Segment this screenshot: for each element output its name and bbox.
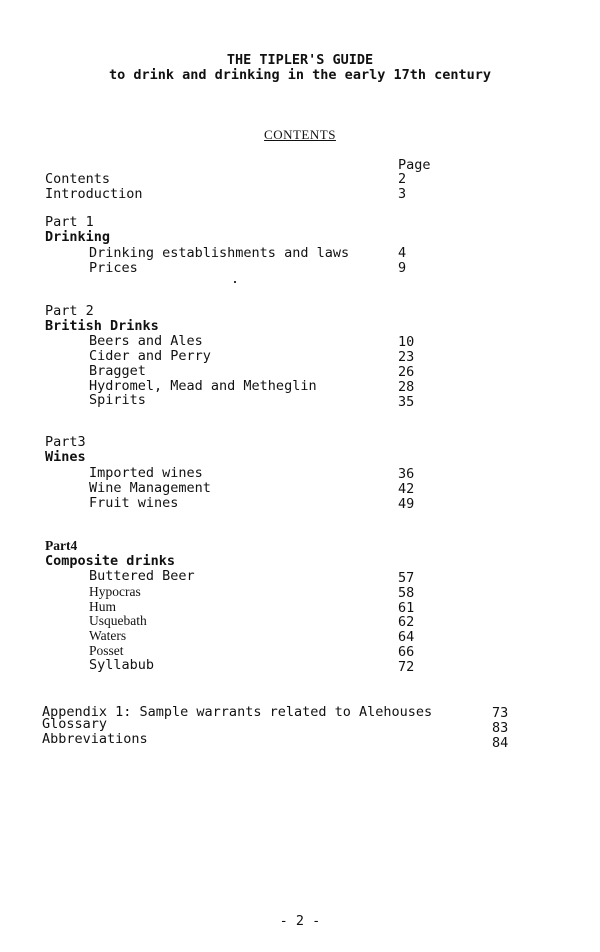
toc-entry: Buttered Beer: [89, 568, 195, 584]
toc-page: 35: [398, 394, 415, 410]
toc-page-glossary: 83: [492, 720, 509, 736]
toc-entry: Prices: [89, 260, 138, 276]
toc-entry: Hydromel, Mead and Metheglin: [89, 378, 317, 394]
toc-page: 57: [398, 570, 415, 586]
toc-page: 62: [398, 614, 415, 630]
toc-page: 42: [398, 481, 415, 497]
part2-title: British Drinks: [45, 318, 159, 334]
toc-page-contents: 2: [398, 171, 407, 187]
contents-heading: CONTENTS: [264, 127, 336, 142]
part3-label: Part3: [45, 434, 86, 450]
document-subtitle: to drink and drinking in the early 17th century: [108, 67, 491, 83]
toc-entry: Spirits: [89, 392, 146, 408]
toc-page: 23: [398, 349, 415, 365]
toc-entry: Beers and Ales: [89, 333, 203, 349]
toc-entry: Cider and Perry: [89, 348, 211, 364]
part1-title: Drinking: [45, 229, 111, 245]
part4-label: Part4: [45, 538, 78, 553]
toc-entry: Fruit wines: [89, 495, 179, 511]
toc-entry: Usquebath: [89, 613, 147, 628]
toc-entry-glossary: Glossary: [42, 716, 108, 732]
toc-entry-appendix: Appendix 1: Sample warrants related to Alehouses: [42, 704, 433, 720]
part4-title: Composite drinks: [45, 553, 176, 569]
toc-entry: Hypocras: [89, 584, 141, 599]
toc-page: 9: [398, 260, 407, 276]
document-title: THE TIPLER'S GUIDE: [226, 52, 374, 68]
page-column-label: Page: [398, 157, 431, 173]
toc-entry: Waters: [89, 628, 127, 643]
toc-entry: Imported wines: [89, 465, 203, 481]
toc-entry-abbreviations: Abbreviations: [42, 731, 148, 747]
toc-entry: Bragget: [89, 363, 146, 379]
toc-page: 49: [398, 496, 415, 512]
toc-page: 61: [398, 600, 415, 616]
toc-page-abbreviations: 84: [492, 735, 509, 751]
toc-entry-contents: Contents: [45, 171, 111, 187]
toc-page: 72: [398, 659, 415, 675]
toc-page: 58: [398, 585, 415, 601]
part1-label: Part 1: [45, 214, 94, 230]
toc-page: 28: [398, 379, 415, 395]
toc-entry: Posset: [89, 643, 124, 658]
page-number: - 2 -: [279, 913, 321, 929]
toc-page-appendix: 73: [492, 705, 509, 721]
part3-title: Wines: [45, 449, 86, 465]
toc-page: 4: [398, 245, 407, 261]
toc-page: 26: [398, 364, 415, 380]
toc-page-introduction: 3: [398, 186, 407, 202]
part2-label: Part 2: [45, 303, 94, 319]
toc-page: 66: [398, 644, 415, 660]
toc-entry: Syllabub: [89, 657, 155, 673]
toc-page: 10: [398, 334, 415, 350]
toc-page: 36: [398, 466, 415, 482]
toc-entry: Wine Management: [89, 480, 211, 496]
toc-entry-introduction: Introduction: [45, 186, 143, 202]
toc-page: 64: [398, 629, 415, 645]
toc-entry: Drinking establishments and laws: [89, 245, 350, 261]
scan-speck: [234, 281, 236, 283]
toc-entry: Hum: [89, 599, 116, 614]
